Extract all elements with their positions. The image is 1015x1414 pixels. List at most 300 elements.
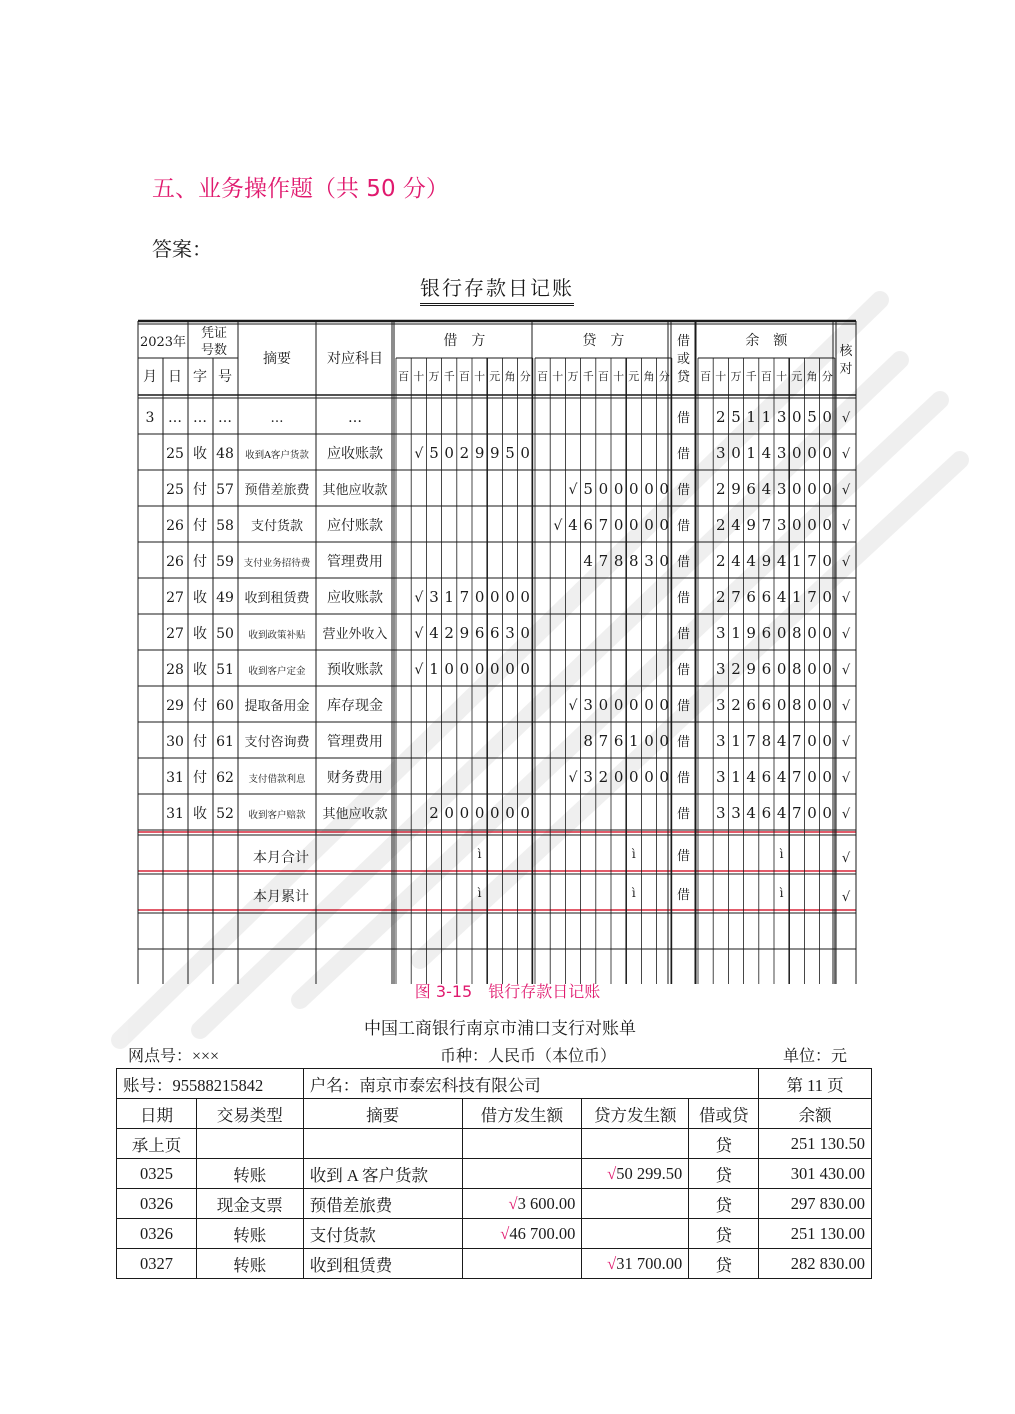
digit-header: 万 xyxy=(730,370,742,383)
balance-digit: 3 xyxy=(716,696,726,714)
balance-digit: 3 xyxy=(716,804,726,822)
digit-header: 百 xyxy=(597,370,609,383)
balance-digit: 0 xyxy=(807,444,817,462)
balance-digit: 7 xyxy=(807,552,817,570)
ledger-check: √ xyxy=(841,699,851,714)
balance-digit: 7 xyxy=(731,588,741,606)
balance-digit: 1 xyxy=(731,768,741,786)
balance-digit: 2 xyxy=(716,552,726,570)
credit-digit: 0 xyxy=(613,480,624,498)
section-title: 五、业务操作题（共 50 分） xyxy=(152,176,449,202)
statement-date-value: 0327 xyxy=(139,1253,173,1273)
check-mark: √ xyxy=(508,1193,518,1213)
statement-summary-cell xyxy=(303,1159,462,1189)
credit-digit: 0 xyxy=(644,480,654,498)
statement-type-cell xyxy=(196,1249,303,1279)
balance-digit: 0 xyxy=(822,588,832,606)
ledger-number: 51 xyxy=(216,662,234,678)
word-header: 字 xyxy=(193,369,207,385)
credit-digit: 8 xyxy=(629,552,639,570)
totals-direction: 借 xyxy=(676,849,691,864)
statement-header-row xyxy=(117,1099,872,1129)
balance-digit: 4 xyxy=(776,588,787,606)
ledger-word: 付 xyxy=(193,482,207,498)
check-mark: √ xyxy=(553,518,563,534)
statement-dir-cell xyxy=(689,1219,759,1249)
balance-digit: 6 xyxy=(761,804,772,822)
digit-header: 十 xyxy=(715,370,727,383)
day-header: 日 xyxy=(168,369,182,385)
statement-type-value: 转账 xyxy=(233,1255,267,1275)
balance-digit: 4 xyxy=(776,804,787,822)
debit-digit: 9 xyxy=(474,444,485,462)
check-mark: √ xyxy=(414,590,424,606)
digit-header: 千 xyxy=(443,370,455,383)
digit-header: 分 xyxy=(821,370,833,383)
statement-summary-value: 收到 A 客户货款 xyxy=(309,1165,428,1185)
debit-digit: 1 xyxy=(429,660,439,678)
ledger-account: 库存现金 xyxy=(327,698,383,714)
column-header: 贷方发生额 xyxy=(582,1099,689,1129)
balance-digit: 1 xyxy=(792,588,802,606)
credit-digit: 0 xyxy=(659,480,669,498)
balance-digit: 6 xyxy=(761,768,772,786)
ledger-check: √ xyxy=(841,627,851,642)
ledger-direction: 借 xyxy=(676,699,691,714)
balance-digit: 8 xyxy=(792,624,802,642)
balance-digit: 0 xyxy=(822,804,832,822)
balance-digit: 2 xyxy=(716,408,726,426)
statement-date-value: 0326 xyxy=(139,1223,173,1243)
balance-digit: 7 xyxy=(746,732,756,750)
ledger-account: 管理费用 xyxy=(327,554,383,570)
credit-digit: 3 xyxy=(644,552,654,570)
debit-digit: 2 xyxy=(444,624,454,642)
debit-digit: 0 xyxy=(444,444,454,462)
ledger-account: … xyxy=(348,410,362,426)
credit-digit: 0 xyxy=(613,768,624,786)
digit-header: 千 xyxy=(582,370,594,383)
ledger-check: √ xyxy=(841,519,851,534)
statement-summary-value: 预借差旅费 xyxy=(309,1195,393,1215)
ledger-number: 62 xyxy=(216,770,234,786)
balance-digit: 0 xyxy=(807,768,817,786)
statement-type-value: 现金支票 xyxy=(216,1195,283,1215)
ledger-day: 31 xyxy=(166,806,184,822)
debit-digit: 3 xyxy=(429,588,439,606)
debit-digit: 2 xyxy=(459,444,470,462)
balance-digit: 0 xyxy=(792,408,802,426)
ledger-day: 26 xyxy=(166,518,184,534)
credit-digit: 5 xyxy=(583,480,593,498)
ledger-account: 财务费用 xyxy=(327,770,383,786)
credit-digit: 7 xyxy=(598,516,609,534)
column-header: 余额 xyxy=(759,1099,872,1129)
digit-header: 十 xyxy=(413,370,425,383)
ledger-summary: … xyxy=(270,411,284,426)
statement-date-value: 0325 xyxy=(139,1163,173,1183)
statement-summary-cell xyxy=(303,1249,462,1279)
balance-digit: 1 xyxy=(792,552,802,570)
balance-digit: 4 xyxy=(746,768,756,786)
ledger-number: 60 xyxy=(216,698,234,714)
balance-digit: 4 xyxy=(761,444,772,462)
check-header: 对 xyxy=(839,362,853,377)
debit-digit: 4 xyxy=(429,624,439,642)
figure-caption: 图 3-15 银行存款日记账 xyxy=(414,982,601,1001)
balance-digit: 1 xyxy=(731,624,741,642)
statement-credit-cell xyxy=(582,1159,689,1189)
ledger-direction: 借 xyxy=(676,771,691,786)
balance-digit: 4 xyxy=(776,552,787,570)
totals-mark: ì xyxy=(477,886,482,900)
statement-dir-cell xyxy=(689,1159,759,1189)
credit-digit: 8 xyxy=(583,732,593,750)
statement-summary-value: 支付货款 xyxy=(309,1225,376,1245)
ledger-number: 61 xyxy=(216,734,234,750)
credit-digit: 0 xyxy=(659,516,669,534)
check-mark: √ xyxy=(414,626,424,642)
statement-debit-cell xyxy=(462,1219,582,1249)
answer-label: 答案： xyxy=(152,237,212,261)
ledger-summary: 收到A客户货款 xyxy=(245,450,309,461)
ledger-check: √ xyxy=(841,411,851,426)
ledger-month: 3 xyxy=(145,410,155,426)
balance-digit: 7 xyxy=(792,732,802,750)
column-header: 摘要 xyxy=(303,1099,462,1129)
statement-credit-cell xyxy=(582,1249,689,1279)
balance-digit: 0 xyxy=(822,444,832,462)
credit-digit: 0 xyxy=(659,732,669,750)
ledger-number: 52 xyxy=(216,806,234,822)
digit-header: 百 xyxy=(398,370,410,383)
balance-digit: 8 xyxy=(792,696,802,714)
unit-label: 单位：元 xyxy=(783,1048,848,1065)
digit-header: 分 xyxy=(519,370,531,383)
statement-debit-cell xyxy=(462,1249,582,1279)
ledger-day: … xyxy=(168,410,182,426)
ledger-check: √ xyxy=(841,555,851,570)
digit-header: 元 xyxy=(489,370,501,383)
debit-digit: 0 xyxy=(490,660,500,678)
balance-digit: 3 xyxy=(716,768,726,786)
balance-digit: 7 xyxy=(807,588,817,606)
year-header: 2023年 xyxy=(139,335,187,350)
ledger-direction: 借 xyxy=(676,735,691,750)
statement-summary-cell xyxy=(303,1129,462,1159)
ledger-account: 应收账款 xyxy=(327,446,383,462)
balance-digit: 0 xyxy=(792,516,802,534)
balance-digit: 6 xyxy=(761,624,772,642)
ledger-day: 26 xyxy=(166,554,184,570)
statement-balance-cell xyxy=(759,1159,872,1189)
credit-digit: 0 xyxy=(613,516,624,534)
statement-credit-value: 50 299.50 xyxy=(616,1163,683,1183)
debit-digit: 3 xyxy=(505,624,515,642)
balance-digit: 3 xyxy=(731,804,741,822)
balance-digit: 7 xyxy=(792,768,802,786)
balance-digit: 4 xyxy=(776,732,787,750)
balance-digit: 1 xyxy=(761,408,772,426)
balance-digit: 2 xyxy=(731,660,741,678)
balance-digit: 4 xyxy=(776,768,787,786)
digit-header: 万 xyxy=(428,370,440,383)
ledger-day: 29 xyxy=(166,698,184,714)
column-header: 交易类型 xyxy=(196,1099,303,1129)
check-header: 核 xyxy=(839,344,853,359)
balance-digit: 9 xyxy=(731,480,741,498)
digit-header: 十 xyxy=(776,370,788,383)
ledger-summary: 收到客户赔款 xyxy=(248,810,306,821)
digit-header: 十 xyxy=(552,370,564,383)
ledger-word: 付 xyxy=(193,554,207,570)
check-mark: √ xyxy=(568,482,578,498)
credit-digit: 3 xyxy=(583,696,593,714)
balance-digit: 0 xyxy=(822,660,832,678)
ledger-direction: 借 xyxy=(676,555,691,570)
statement-title: 中国工商银行南京市浦口支行对账单 xyxy=(364,1019,636,1039)
ledger-account: 预收账款 xyxy=(327,662,383,678)
ledger-check: √ xyxy=(841,483,851,498)
statement-type-value: 转账 xyxy=(233,1165,267,1185)
balance-digit: 0 xyxy=(792,480,802,498)
balance-digit: 0 xyxy=(822,516,832,534)
balance-digit: 7 xyxy=(761,516,772,534)
debit-digit: 5 xyxy=(505,444,515,462)
statement-balance-cell xyxy=(759,1219,872,1249)
summary-header: 摘要 xyxy=(263,351,291,367)
direction-header: 借 xyxy=(676,334,691,349)
statement-summary-cell xyxy=(303,1189,462,1219)
ledger-summary: 提取备用金 xyxy=(244,699,310,714)
balance-digit: 0 xyxy=(776,660,787,678)
balance-digit: 2 xyxy=(716,516,726,534)
totals-mark: ì xyxy=(631,886,636,900)
statement-date-cell xyxy=(117,1249,197,1279)
debit-digit: 5 xyxy=(429,444,439,462)
debit-digit: 0 xyxy=(520,624,530,642)
balance-digit: 0 xyxy=(822,768,832,786)
ledger-check: √ xyxy=(841,771,851,786)
digit-header: 十 xyxy=(613,370,625,383)
check-mark: √ xyxy=(568,698,578,714)
statement-balance-cell xyxy=(759,1249,872,1279)
ledger-summary: 收到客户定金 xyxy=(248,666,306,677)
balance-digit: 6 xyxy=(761,696,772,714)
ledger-summary: 收到租赁费 xyxy=(244,591,310,606)
statement-date-cell xyxy=(117,1189,197,1219)
balance-digit: 3 xyxy=(776,444,787,462)
debit-digit: 0 xyxy=(520,660,530,678)
ledger-number: … xyxy=(218,410,232,426)
ledger-direction: 借 xyxy=(676,807,691,822)
balance-digit: 0 xyxy=(822,552,832,570)
credit-digit: 0 xyxy=(613,696,624,714)
ledger-direction: 借 xyxy=(676,411,691,426)
ledger-word: 付 xyxy=(193,698,207,714)
balance-digit: 6 xyxy=(746,696,756,714)
ledger-title: 银行存款日记账 xyxy=(420,272,574,306)
debit-digit: 0 xyxy=(474,588,485,606)
debit-digit: 0 xyxy=(474,804,485,822)
ledger-summary: 支付借款利息 xyxy=(248,774,306,785)
bank-deposit-journal xyxy=(130,308,860,984)
debit-digit: 0 xyxy=(444,660,454,678)
digit-header: 百 xyxy=(700,370,712,383)
totals-mark: ì xyxy=(779,886,784,900)
ledger-day: 27 xyxy=(166,626,184,642)
debit-digit: 0 xyxy=(444,804,454,822)
ledger-number: 49 xyxy=(216,590,234,606)
ledger-number: 48 xyxy=(216,446,234,462)
statement-dir-value: 贷 xyxy=(715,1195,732,1215)
check-mark: √ xyxy=(607,1253,617,1273)
statement-debit-value: 46 700.00 xyxy=(509,1223,576,1243)
statement-date-cell xyxy=(117,1129,197,1159)
check-mark: √ xyxy=(568,770,578,786)
ledger-direction: 借 xyxy=(676,627,691,642)
digit-header: 十 xyxy=(474,370,486,383)
statement-balance-cell xyxy=(759,1129,872,1159)
statement-balance-value: 297 830.00 xyxy=(790,1193,865,1213)
credit-digit: 7 xyxy=(598,552,609,570)
ledger-day: 31 xyxy=(166,770,184,786)
balance-digit: 6 xyxy=(761,660,772,678)
credit-digit: 1 xyxy=(629,732,639,750)
voucher-header: 号数 xyxy=(200,343,228,358)
balance-digit: 5 xyxy=(731,408,741,426)
statement-row xyxy=(117,1159,872,1189)
balance-digit: 0 xyxy=(807,480,817,498)
credit-digit: 6 xyxy=(613,732,624,750)
statement-dir-cell xyxy=(689,1249,759,1279)
digit-header: 角 xyxy=(504,370,516,383)
statement-debit-value: 3 600.00 xyxy=(517,1193,576,1213)
digit-header: 千 xyxy=(745,370,757,383)
credit-digit: 0 xyxy=(598,696,609,714)
debit-digit: 0 xyxy=(520,588,530,606)
statement-row xyxy=(117,1129,872,1159)
balance-digit: 7 xyxy=(792,804,802,822)
credit-digit: 6 xyxy=(583,516,593,534)
credit-digit: 0 xyxy=(644,732,654,750)
balance-digit: 1 xyxy=(746,444,756,462)
bank-statement-table xyxy=(116,1068,872,1279)
month-header: 月 xyxy=(143,369,157,385)
totals-check: √ xyxy=(841,851,851,866)
balance-digit: 3 xyxy=(716,660,726,678)
balance-digit: 0 xyxy=(822,480,832,498)
check-mark: √ xyxy=(414,446,424,462)
credit-header: 贷 方 xyxy=(582,333,625,349)
ledger-day: 25 xyxy=(166,482,184,498)
balance-digit: 0 xyxy=(822,696,832,714)
balance-digit: 2 xyxy=(716,588,726,606)
ledger-day: 25 xyxy=(166,446,184,462)
statement-balance-value: 301 430.00 xyxy=(790,1163,865,1183)
totals-label: 本月合计 xyxy=(253,850,309,866)
balance-digit: 9 xyxy=(746,624,756,642)
debit-digit: 9 xyxy=(459,624,470,642)
balance-digit: 1 xyxy=(731,732,741,750)
statement-summary-value: 收到租赁费 xyxy=(309,1255,393,1275)
statement-summary-cell xyxy=(303,1219,462,1249)
ledger-number: 59 xyxy=(216,554,234,570)
digit-header: 元 xyxy=(628,370,640,383)
statement-row xyxy=(117,1189,872,1219)
credit-digit: 8 xyxy=(613,552,624,570)
debit-digit: 0 xyxy=(505,588,515,606)
debit-digit: 0 xyxy=(520,804,530,822)
ledger-summary: 支付业务招待费 xyxy=(243,558,311,569)
statement-debit-cell xyxy=(462,1129,582,1159)
statement-dir-value: 贷 xyxy=(715,1165,732,1185)
statement-type-cell xyxy=(196,1219,303,1249)
ledger-direction: 借 xyxy=(676,447,691,462)
balance-digit: 0 xyxy=(822,408,832,426)
debit-digit: 0 xyxy=(490,588,500,606)
ledger-check: √ xyxy=(841,663,851,678)
number-header: 号 xyxy=(218,369,232,385)
debit-digit: 0 xyxy=(505,660,515,678)
statement-type-cell xyxy=(196,1129,303,1159)
ledger-check: √ xyxy=(841,591,851,606)
statement-credit-cell xyxy=(582,1219,689,1249)
balance-digit: 9 xyxy=(746,516,756,534)
balance-digit: 0 xyxy=(822,732,832,750)
balance-digit: 0 xyxy=(776,624,787,642)
balance-digit: 9 xyxy=(761,552,772,570)
ledger-direction: 借 xyxy=(676,663,691,678)
balance-digit: 0 xyxy=(807,732,817,750)
statement-credit-cell xyxy=(582,1129,689,1159)
balance-digit: 3 xyxy=(776,516,787,534)
ledger-word: 付 xyxy=(193,770,207,786)
balance-digit: 0 xyxy=(807,516,817,534)
balance-digit: 8 xyxy=(792,660,802,678)
digit-header: 百 xyxy=(537,370,549,383)
account-header: 对应科目 xyxy=(327,351,383,367)
debit-digit: 6 xyxy=(474,624,485,642)
digit-header: 角 xyxy=(643,370,655,383)
ledger-word: 付 xyxy=(193,518,207,534)
credit-digit: 4 xyxy=(568,516,578,534)
ledger-day: 27 xyxy=(166,590,184,606)
digit-header: 元 xyxy=(791,370,803,383)
ledger-word: 收 xyxy=(193,806,207,822)
balance-header: 余 额 xyxy=(745,333,788,349)
ledger-account: 应收账款 xyxy=(327,590,383,606)
balance-digit: 8 xyxy=(761,732,772,750)
totals-mark: ì xyxy=(779,847,784,861)
balance-digit: 4 xyxy=(746,552,756,570)
balance-digit: 1 xyxy=(746,408,756,426)
credit-digit: 0 xyxy=(629,480,639,498)
statement-debit-cell xyxy=(462,1189,582,1219)
balance-digit: 3 xyxy=(776,408,787,426)
digit-header: 分 xyxy=(658,370,670,383)
balance-digit: 4 xyxy=(746,804,756,822)
statement-dir-value: 贷 xyxy=(715,1255,732,1275)
currency-label: 币种：人民币（本位币） xyxy=(440,1048,617,1065)
ledger-word: 收 xyxy=(193,590,207,606)
ledger-check: √ xyxy=(841,447,851,462)
credit-digit: 0 xyxy=(644,696,654,714)
branch-label: 网点号：××× xyxy=(128,1048,220,1065)
balance-digit: 9 xyxy=(746,660,756,678)
column-header: 借方发生额 xyxy=(462,1099,582,1129)
balance-digit: 3 xyxy=(716,444,726,462)
